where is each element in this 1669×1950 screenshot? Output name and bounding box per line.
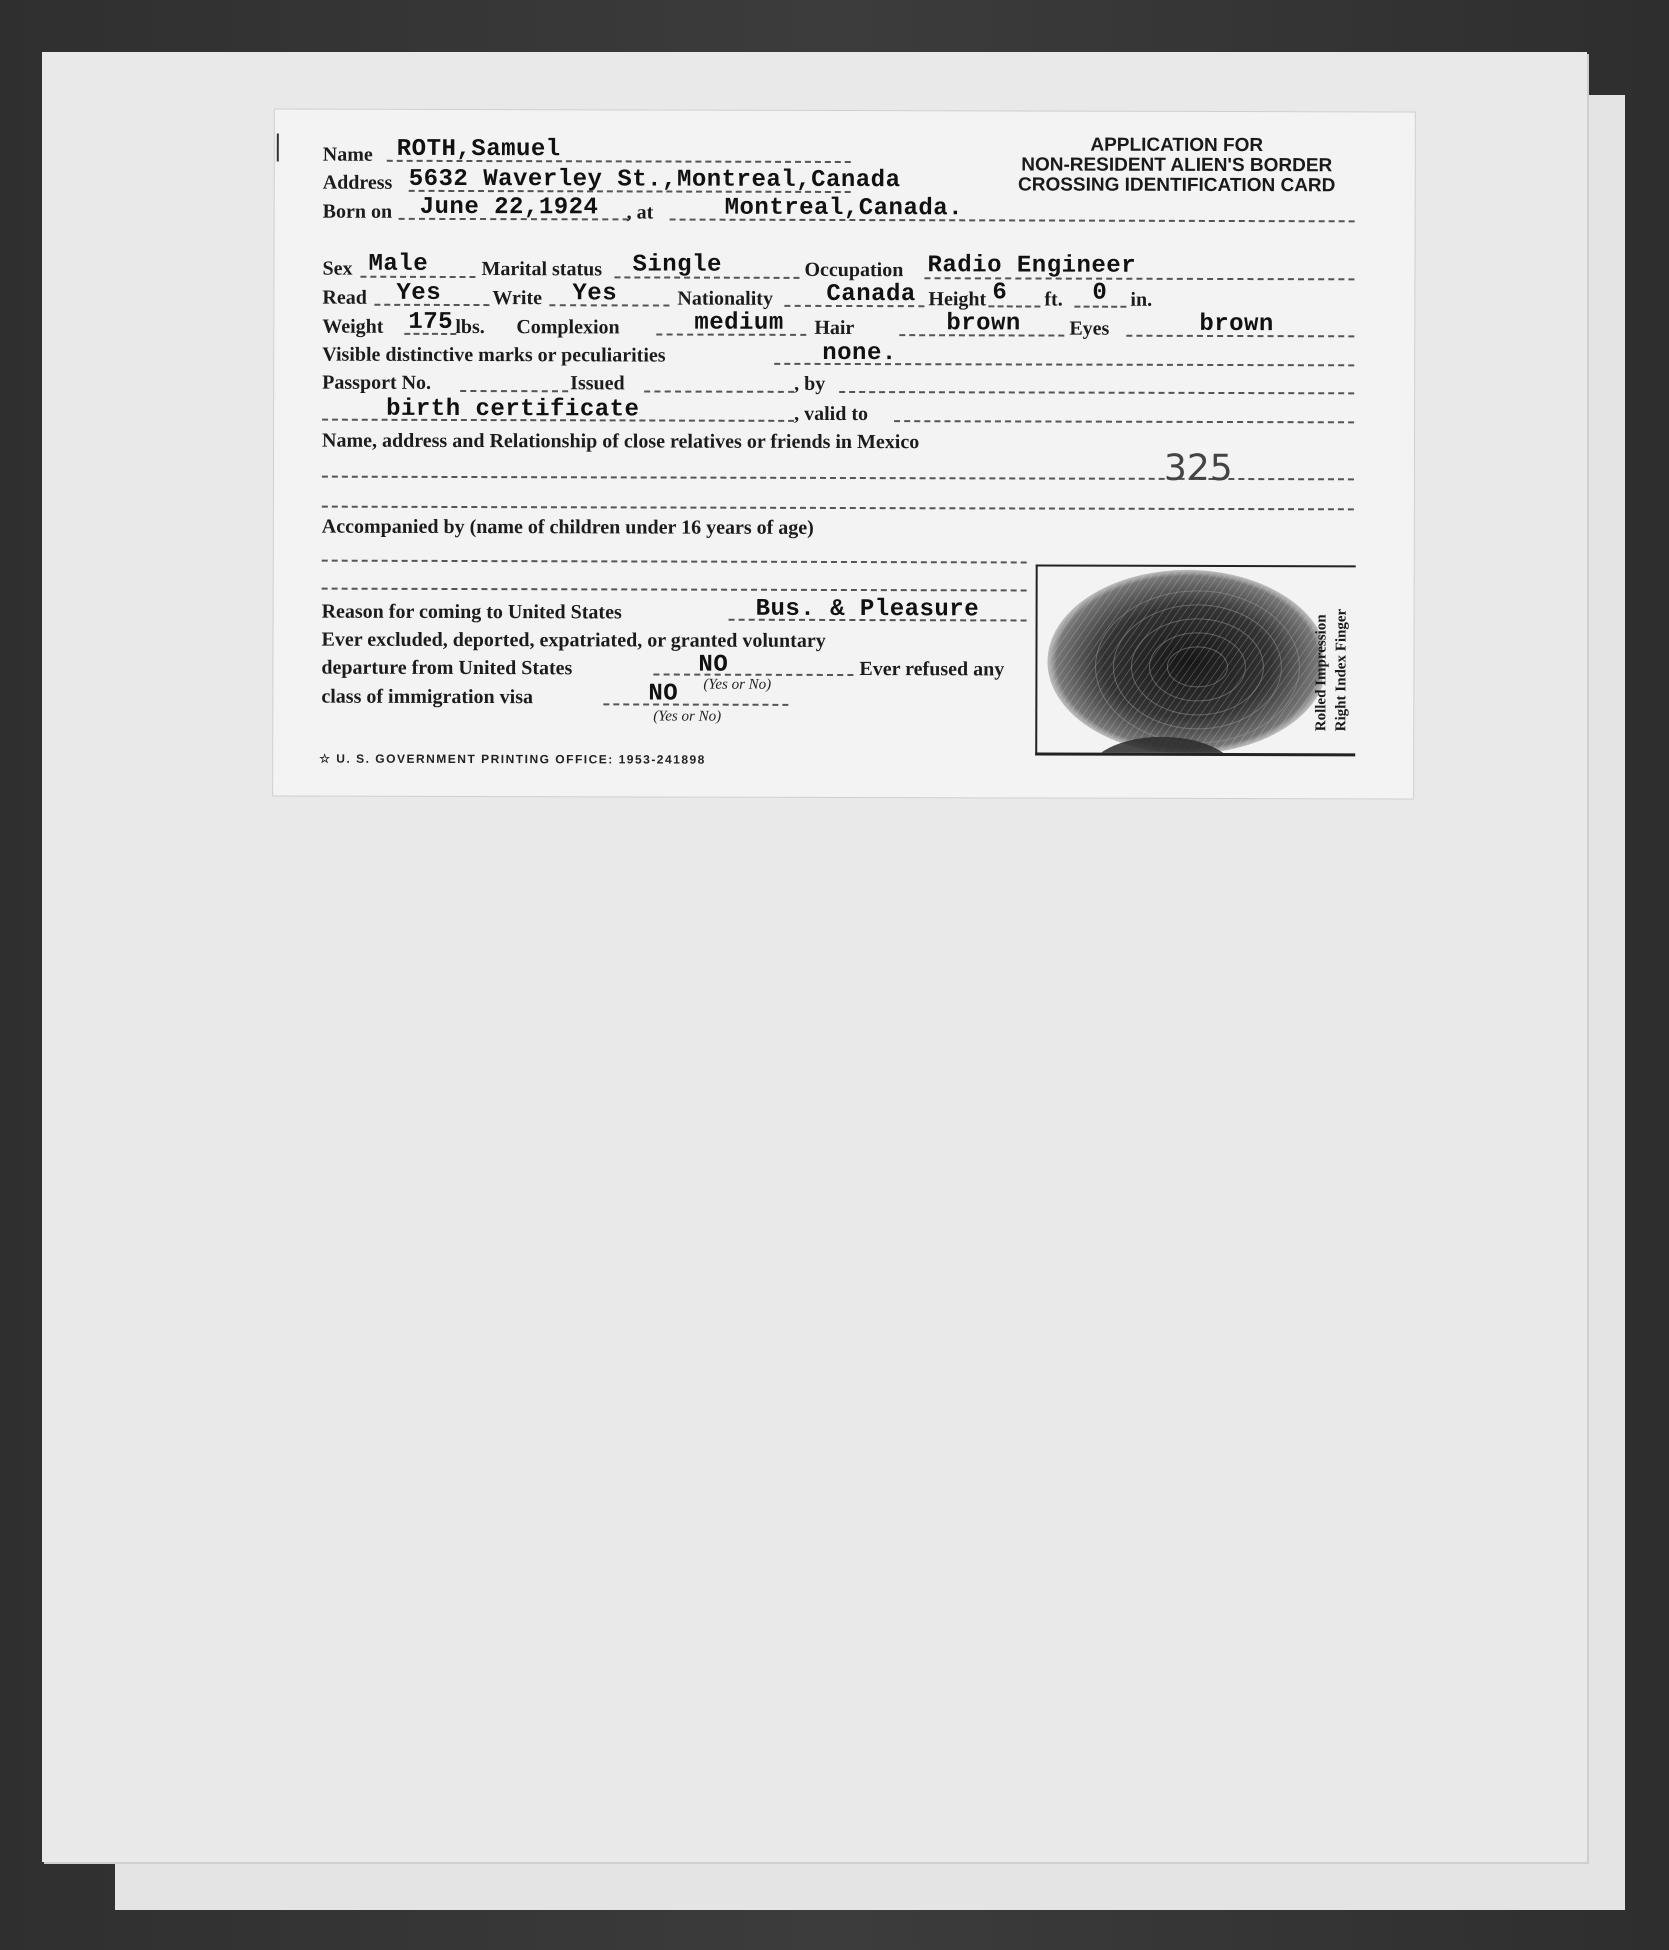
name-label: Name [322, 143, 373, 166]
visible-marks-value: none. [822, 339, 897, 368]
by-line [839, 391, 1354, 394]
document-value: birth certificate [386, 395, 640, 424]
reason-label: Reason for coming to United States [321, 600, 622, 624]
occupation-value: Radio Engineer [927, 252, 1137, 280]
refused-label-line2: class of immigration visa [321, 685, 534, 709]
accompanied-line-1 [322, 560, 1027, 564]
fingerprint-label-1: Rolled Impression [1313, 614, 1330, 732]
write-value: Yes [572, 280, 618, 308]
complexion-line [656, 334, 806, 336]
refused-line [603, 703, 788, 705]
nationality-value: Canada [826, 280, 916, 309]
fingerprint-label-2: Right Index Finger [1333, 608, 1350, 732]
marital-status-value: Single [632, 251, 722, 279]
sex-label: Sex [322, 257, 353, 280]
lbs-label: lbs. [455, 315, 485, 339]
born-on-value: June 22,1924 [419, 193, 599, 222]
eyes-line [1126, 335, 1354, 338]
complexion-value: medium [694, 309, 784, 337]
name-value: ROTH,Samuel [396, 135, 561, 164]
valid-to-line [894, 420, 1354, 423]
write-line [549, 304, 669, 306]
ft-label: ft. [1044, 288, 1063, 311]
relatives-line-2 [322, 506, 1354, 511]
marital-status-label: Marital status [481, 258, 603, 281]
read-label: Read [322, 286, 367, 309]
excluded-line [653, 674, 853, 677]
accompanied-label: Accompanied by (name of children under 16 years of age) [321, 515, 814, 539]
height-ft-value: 6 [992, 279, 1008, 307]
border-crossing-card [272, 109, 1416, 800]
nationality-label: Nationality [677, 287, 773, 310]
reason-value: Bus. & Pleasure [755, 595, 980, 624]
read-value: Yes [396, 279, 442, 307]
excluded-yes-or-no-note: (Yes or No) [703, 676, 772, 693]
weight-line [404, 333, 456, 335]
title-line-3: CROSSING IDENTIFICATION CARD [1017, 174, 1336, 197]
handwritten-number: 325 [1163, 447, 1233, 490]
weight-value: 175 [408, 308, 454, 336]
read-line [374, 304, 489, 306]
refused-value: NO [648, 680, 679, 708]
relatives-label: Name, address and Relationship of close relatives or friends in Mexico [322, 429, 920, 454]
accompanied-line-2 [322, 588, 1027, 592]
born-on-label: Born on [322, 200, 393, 223]
excluded-value: NO [698, 651, 729, 679]
fingerprint-image [1047, 567, 1322, 754]
sex-line [360, 276, 475, 278]
eyes-label: Eyes [1069, 317, 1110, 340]
write-label: Write [492, 287, 543, 310]
marital-status-line [614, 276, 799, 278]
eyes-value: brown [1199, 310, 1274, 339]
sex-value: Male [368, 250, 429, 278]
height-in-value: 0 [1092, 279, 1108, 307]
born-at-label: , at [626, 201, 654, 224]
nationality-line [784, 305, 924, 307]
refused-yes-or-no-note: (Yes or No) [653, 708, 722, 725]
height-in-line [1074, 306, 1126, 308]
fingerprint-box [1035, 565, 1355, 757]
valid-to-label: , valid to [794, 402, 869, 426]
passport-no-line [460, 390, 568, 392]
printing-office-footer: ☆ U. S. GOVERNMENT PRINTING OFFICE: 1953-241898 [319, 751, 706, 767]
fingerprint-labels [1311, 576, 1367, 746]
excluded-label-line1: Ever excluded, deported, expatriated, or granted voluntary [321, 628, 826, 652]
hair-label: Hair [814, 316, 855, 340]
hair-value: brown [946, 310, 1021, 338]
occupation-line [924, 277, 1354, 280]
by-label: , by [794, 372, 826, 395]
occupation-label: Occupation [804, 258, 904, 282]
born-at-value: Montreal,Canada. [724, 194, 964, 223]
passport-no-label: Passport No. [322, 371, 432, 394]
in-label: in. [1130, 288, 1153, 311]
form-title [987, 135, 1367, 196]
title-line-1: APPLICATION FOR [1090, 134, 1264, 157]
excluded-label-line2: departure from United States [321, 656, 573, 680]
weight-label: Weight [322, 315, 384, 338]
height-ft-line [988, 305, 1040, 307]
refused-label-line1: Ever refused any [859, 658, 1005, 681]
issued-label: Issued [570, 372, 625, 395]
address-label: Address [322, 171, 393, 194]
margin-mark [277, 134, 279, 162]
visible-marks-label: Visible distinctive marks or peculiarities [322, 343, 666, 367]
title-line-2: NON-RESIDENT ALIEN'S BORDER [1021, 154, 1333, 177]
height-label: Height [928, 288, 987, 311]
address-value: 5632 Waverley St.,Montreal,Canada [408, 165, 901, 195]
hair-line [899, 334, 1064, 336]
issued-line [644, 390, 794, 392]
complexion-label: Complexion [516, 316, 620, 339]
